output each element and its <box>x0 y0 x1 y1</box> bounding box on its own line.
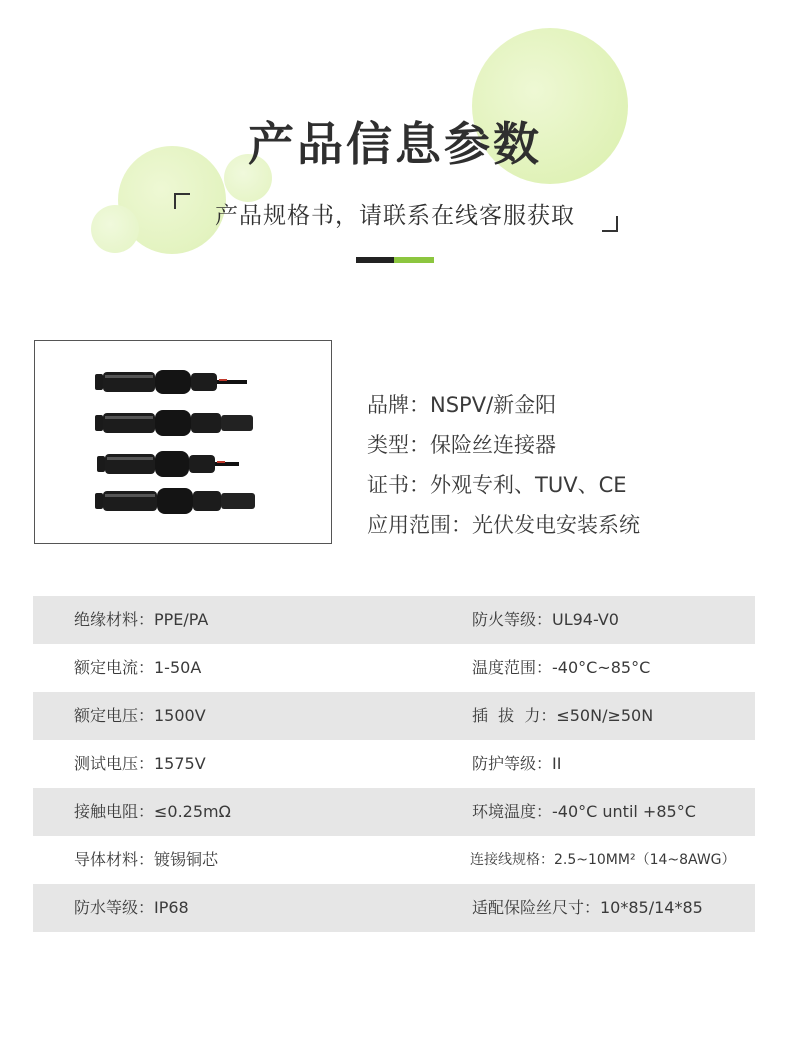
spec-temperature-range: 温度范围：-40°C~85°C <box>472 658 651 677</box>
spec-rated-current: 额定电流：1-50A <box>74 658 202 677</box>
spec-fire-rating: 防火等级：UL94-V0 <box>472 610 619 629</box>
spec-table <box>33 596 755 932</box>
spec-waterproof-rating: 防水等级：IP68 <box>74 898 189 917</box>
spec-rated-voltage: 额定电压：1500V <box>74 706 206 725</box>
connector-icon <box>95 488 255 514</box>
product-image <box>34 340 332 544</box>
info-brand: 品牌：NSPV/新金阳 <box>367 393 557 417</box>
table-row <box>33 644 755 692</box>
table-row <box>33 740 755 788</box>
connector-icon <box>97 451 239 477</box>
divider-dark <box>356 257 394 263</box>
table-row <box>33 692 755 740</box>
spec-conductor-material: 导体材料：镀锡铜芯 <box>74 850 219 869</box>
spec-insertion-force: 插 拔 力：≤50N/≥50N <box>472 706 654 725</box>
spec-protection-class: 防护等级：II <box>472 754 562 773</box>
bracket-close-icon <box>602 216 618 232</box>
divider-green <box>394 257 434 263</box>
spec-cable-size: 连接线规格：2.5~10MM²（14~8AWG） <box>470 852 736 868</box>
product-info <box>367 389 640 549</box>
page-title: 产品信息参数 <box>248 117 542 171</box>
connector-product-photo-icon <box>35 341 331 543</box>
spec-contact-resistance: 接触电阻：≤0.25mΩ <box>74 802 231 821</box>
spec-fuse-size: 适配保险丝尺寸：10*85/14*85 <box>472 898 703 917</box>
info-application: 应用范围：光伏发电安装系统 <box>367 513 640 537</box>
spec-test-voltage: 测试电压：1575V <box>74 754 206 773</box>
table-row <box>33 788 755 836</box>
connector-icon <box>95 370 247 394</box>
table-row <box>33 596 755 644</box>
table-row <box>33 884 755 932</box>
info-type: 类型：保险丝连接器 <box>367 433 556 457</box>
connector-icon <box>95 410 253 436</box>
table-row <box>33 836 755 884</box>
spec-insulation-material: 绝缘材料：PPE/PA <box>74 610 209 629</box>
spec-ambient-temperature: 环境温度：-40°C until +85°C <box>472 802 696 821</box>
page-subtitle: 产品规格书，请联系在线客服获取 <box>215 203 575 229</box>
info-certificate: 证书：外观专利、TUV、CE <box>367 473 627 497</box>
